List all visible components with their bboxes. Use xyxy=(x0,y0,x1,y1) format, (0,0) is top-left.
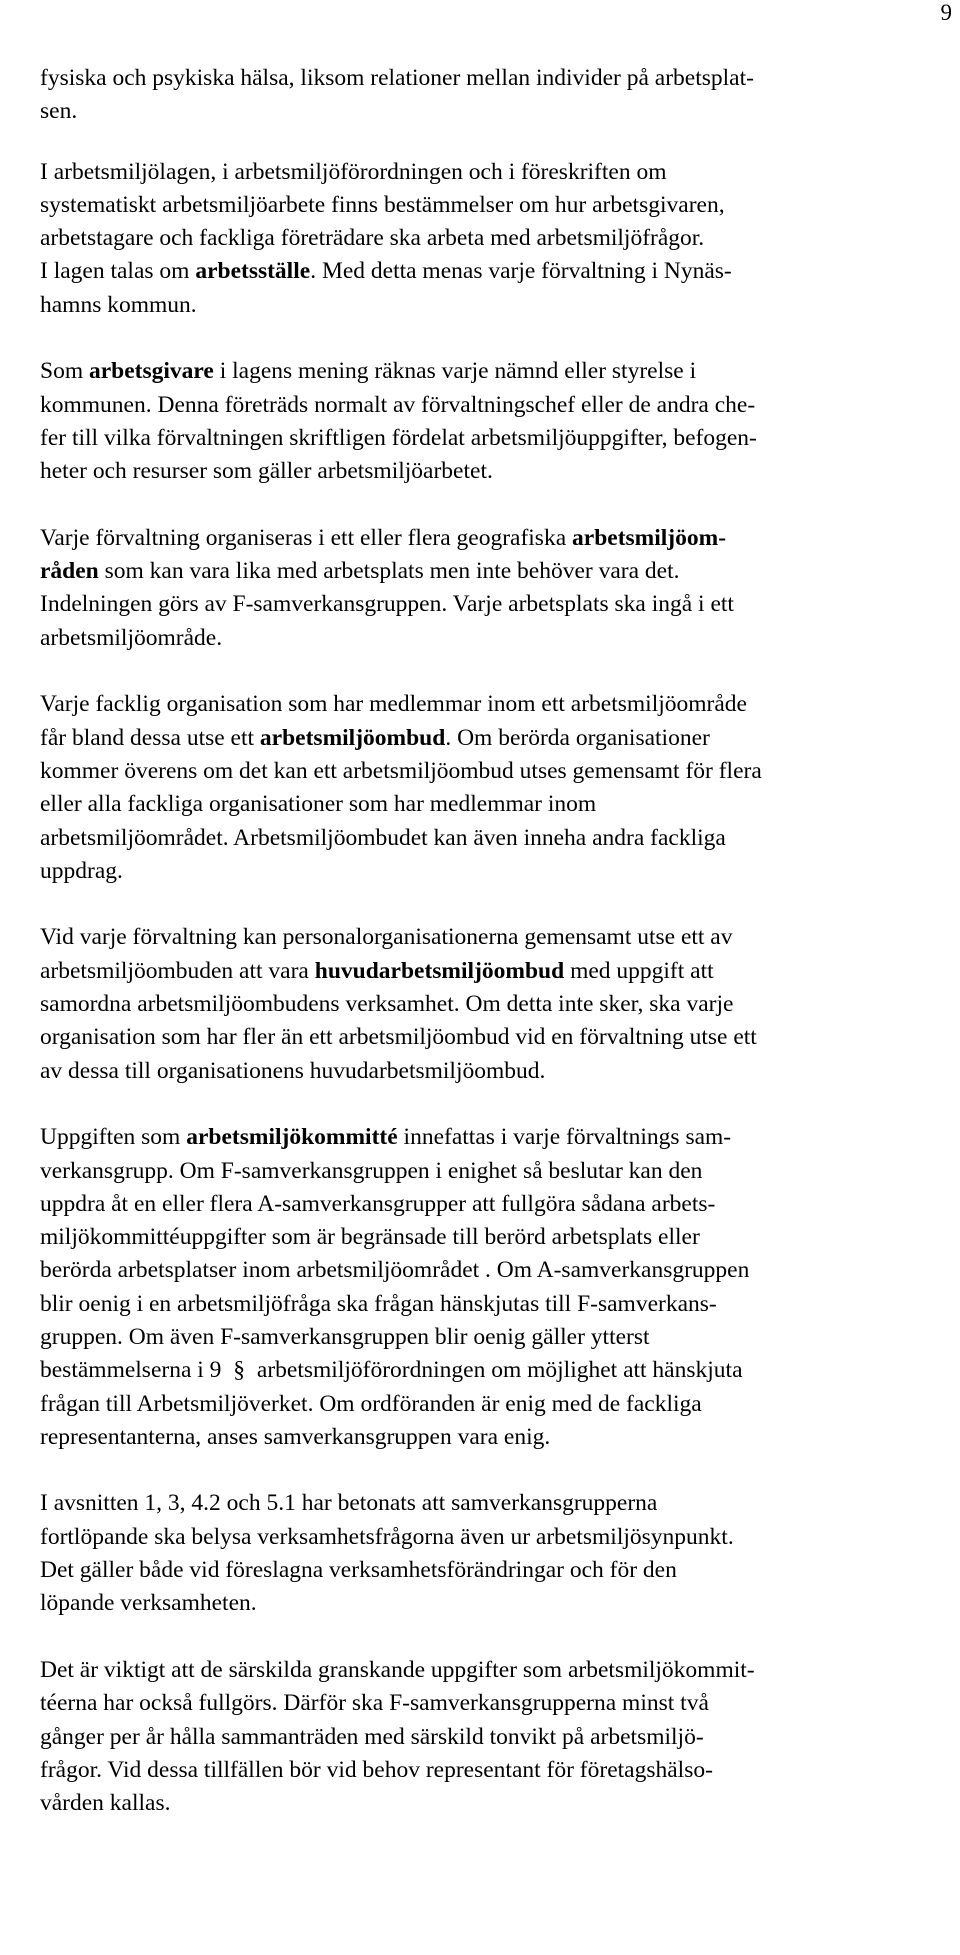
text-line xyxy=(40,822,945,855)
bold-term: huvudarbetsmiljöombud xyxy=(314,957,565,984)
text-line xyxy=(40,1021,945,1054)
text-segment: vården kallas. xyxy=(40,1790,171,1817)
text-line xyxy=(40,555,945,588)
text-segment: Varje facklig organisation som har medlemmar inom ett arbetsmiljöområde xyxy=(40,691,747,718)
text-segment: Uppgiften som xyxy=(40,1124,187,1151)
text-line xyxy=(40,1654,945,1687)
text-segment: organisation som har fler än ett arbetsmiljöombud vid en förvaltning utse ett xyxy=(40,1024,757,1051)
text-line xyxy=(40,755,945,788)
text-line xyxy=(40,688,945,721)
bold-term: arbetsmiljöom- xyxy=(572,524,727,551)
text-line xyxy=(40,1055,945,1088)
text-line xyxy=(40,1587,945,1620)
text-line xyxy=(40,455,945,488)
text-segment: arbetstagare och fackliga företrädare ska arbeta med arbetsmiljöfrågor. xyxy=(40,225,705,252)
text-segment: Det är viktigt att de särskilda granskande uppgifter som arbetsmiljökommit- xyxy=(40,1656,755,1683)
text-line xyxy=(40,1121,945,1154)
paragraph xyxy=(40,355,945,488)
text-line xyxy=(40,222,945,255)
text-segment: . Med detta menas varje förvaltning i Nynäs- xyxy=(310,258,732,285)
text-segment: Som xyxy=(40,358,89,385)
text-line xyxy=(40,255,945,288)
text-line xyxy=(40,855,945,888)
paragraph xyxy=(40,688,945,888)
text-line xyxy=(40,289,945,322)
text-segment: arbetsmiljöområdet. Arbetsmiljöombudet kan även inneha andra fackliga xyxy=(40,824,726,851)
text-segment: I arbetsmiljölagen, i arbetsmiljöförordningen och i föreskriften om xyxy=(40,158,667,185)
text-line xyxy=(40,1254,945,1287)
text-segment: uppdra åt en eller flera A-samverkansgrupper att fullgöra sådana arbets- xyxy=(40,1190,716,1217)
text-segment: fortlöpande ska belysa verksamhetsfrågorna även ur arbetsmiljösynpunkt. xyxy=(40,1523,734,1550)
text-line xyxy=(40,1687,945,1720)
text-line xyxy=(40,156,945,189)
text-line xyxy=(40,1721,945,1754)
text-segment: téerna har också fullgörs. Därför ska F-samverkansgrupperna minst två xyxy=(40,1690,709,1717)
text-line xyxy=(40,1288,945,1321)
text-line xyxy=(40,522,945,555)
bold-term: råden xyxy=(40,558,99,585)
text-segment: fer till vilka förvaltningen skriftligen fördelat arbetsmiljöuppgifter, befogen- xyxy=(40,424,757,451)
paragraph xyxy=(40,1121,945,1454)
text-line xyxy=(40,988,945,1021)
text-segment: får bland dessa utse ett xyxy=(40,724,260,751)
text-line xyxy=(40,1554,945,1587)
text-segment: heter och resurser som gäller arbetsmiljöarbetet. xyxy=(40,458,493,485)
text-segment: med uppgift att xyxy=(564,957,714,984)
document-body xyxy=(40,62,945,1854)
text-segment: gruppen. Om även F-samverkansgruppen blir oenig gäller ytterst xyxy=(40,1323,650,1350)
text-segment: innefattas i varje förvaltnings sam- xyxy=(397,1124,732,1151)
text-line xyxy=(40,622,945,655)
text-segment: arbetsmiljöförordningen om möjlighet att hänskjuta xyxy=(251,1357,743,1384)
text-line xyxy=(40,588,945,621)
text-segment: I avsnitten 1, 3, 4.2 och 5.1 har betonats att samverkansgrupperna xyxy=(40,1490,658,1517)
text-segment: Varje förvaltning organiseras i ett eller flera geografiska xyxy=(40,524,573,551)
text-line xyxy=(40,1421,945,1454)
paragraph xyxy=(40,1487,945,1620)
text-segment: . Om berörda organisationer xyxy=(445,724,710,751)
text-line xyxy=(40,921,945,954)
text-line xyxy=(40,722,945,755)
text-line xyxy=(40,955,945,988)
text-line xyxy=(40,389,945,422)
paragraph xyxy=(40,921,945,1087)
text-segment: frågor. Vid dessa tillfällen bör vid behov representant för företagshälso- xyxy=(40,1756,713,1783)
text-line xyxy=(40,95,945,128)
text-segment: som kan vara lika med arbetsplats men inte behöver vara det. xyxy=(98,558,680,585)
bold-term: arbetsställe xyxy=(195,258,311,285)
text-segment: hamns kommun. xyxy=(40,291,197,318)
text-segment: verkansgrupp. Om F-samverkansgruppen i enighet så beslutar kan den xyxy=(40,1157,703,1184)
text-segment: löpande verksamheten. xyxy=(40,1590,257,1617)
bold-term: arbetsmiljökommitté xyxy=(186,1124,398,1151)
text-line xyxy=(40,1754,945,1787)
text-segment: av dessa till organisationens huvudarbetsmiljöombud. xyxy=(40,1057,546,1084)
bold-term: arbetsgivare xyxy=(88,358,214,385)
section-sign: § xyxy=(233,1357,246,1384)
text-segment: i lagens mening räknas varje nämnd eller styrelse i xyxy=(213,358,697,385)
text-segment: Indelningen görs av F-samverkansgruppen. Varje arbetsplats ska ingå i ett xyxy=(40,591,734,618)
text-segment: frågan till Arbetsmiljöverket. Om ordföranden är enig med de fackliga xyxy=(40,1390,702,1417)
text-line xyxy=(40,1221,945,1254)
bold-term: arbetsmiljöombud xyxy=(259,724,446,751)
text-line xyxy=(40,1155,945,1188)
text-segment: uppdrag. xyxy=(40,857,123,884)
text-line xyxy=(40,1487,945,1520)
text-segment: fysiska och psykiska hälsa, liksom relationer mellan individer på arbetsplat- xyxy=(40,65,754,91)
paragraph xyxy=(40,522,945,655)
text-segment: miljökommittéuppgifter som är begränsade till berörd arbetsplats eller xyxy=(40,1224,700,1251)
text-line xyxy=(40,422,945,455)
text-segment: arbetsmiljöombuden att vara xyxy=(40,957,315,984)
text-segment: arbetsmiljöområde. xyxy=(40,624,223,651)
text-segment: systematiskt arbetsmiljöarbete finns bestämmelser om hur arbetsgivaren, xyxy=(40,191,725,218)
text-segment: blir oenig i en arbetsmiljöfråga ska frågan hänskjutas till F-samverkans- xyxy=(40,1290,717,1317)
text-line xyxy=(40,355,945,388)
text-segment: gånger per år hålla sammanträden med särskild tonvikt på arbetsmiljö- xyxy=(40,1723,704,1750)
text-segment: Det gäller både vid föreslagna verksamhetsförändringar och för den xyxy=(40,1557,677,1584)
paragraph xyxy=(40,156,945,322)
text-line xyxy=(40,1787,945,1820)
text-segment: kommer överens om det kan ett arbetsmiljöombud utses gemensamt för flera xyxy=(40,757,762,784)
text-line xyxy=(40,1354,945,1387)
text-line xyxy=(40,788,945,821)
text-segment: Vid varje förvaltning kan personalorganisationerna gemensamt utse ett av xyxy=(40,924,733,951)
text-line xyxy=(40,1188,945,1221)
text-line xyxy=(40,189,945,222)
text-segment: sen. xyxy=(40,98,78,125)
text-segment: I lagen talas om xyxy=(40,258,196,285)
paragraph xyxy=(40,1654,945,1820)
page-number: 9 xyxy=(940,0,952,25)
text-segment: representanterna, anses samverkansgruppen vara enig. xyxy=(40,1423,551,1450)
paragraph xyxy=(40,62,945,129)
text-line xyxy=(40,62,945,95)
text-segment: samordna arbetsmiljöombudens verksamhet. Om detta inte sker, ska varje xyxy=(40,991,734,1018)
text-segment: berörda arbetsplatser inom arbetsmiljöområdet . Om A-samverkansgruppen xyxy=(40,1257,750,1284)
text-segment: eller alla fackliga organisationer som har medlemmar inom xyxy=(40,791,597,818)
text-segment: bestämmelserna i 9 xyxy=(40,1357,228,1384)
text-line xyxy=(40,1321,945,1354)
text-segment: kommunen. Denna företräds normalt av förvaltningschef eller de andra che- xyxy=(40,391,756,418)
text-line xyxy=(40,1388,945,1421)
text-line xyxy=(40,1521,945,1554)
